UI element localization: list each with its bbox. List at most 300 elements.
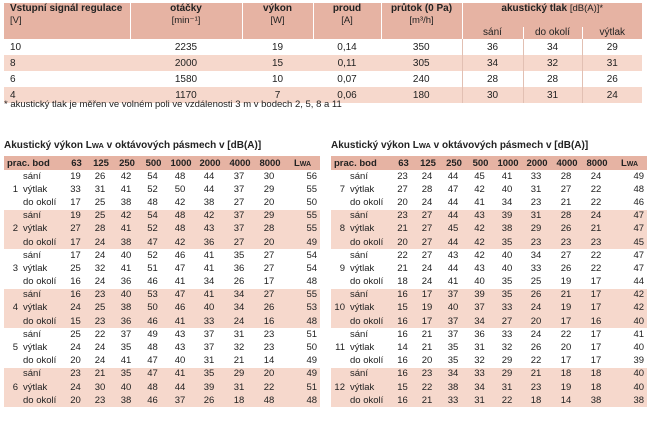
table-row <box>331 328 647 341</box>
value-cell: 17 <box>582 328 612 341</box>
value-cell: 16 <box>392 328 415 341</box>
value-cell: 24 <box>88 341 114 354</box>
position-label: do okolí <box>21 394 65 407</box>
value-cell: 22 <box>582 183 612 196</box>
value-cell: 26 <box>225 276 255 289</box>
value-cell: 34 <box>467 381 494 394</box>
value-cell: 33 <box>522 262 552 275</box>
value-cell: 52 <box>140 249 167 262</box>
table-row <box>331 302 647 315</box>
value-cell: 38 <box>114 302 140 315</box>
value-cell: 44 <box>441 262 467 275</box>
value-cell: 20 <box>392 196 415 209</box>
value-cell: 23 <box>392 170 415 183</box>
value-cell: 40 <box>114 289 140 302</box>
value-cell: 37 <box>225 183 255 196</box>
value-cell: 29 <box>494 368 522 381</box>
value-cell: 42 <box>467 236 494 249</box>
column-header-band: 4000 <box>225 156 255 170</box>
value-cell: 15 <box>65 315 88 328</box>
value-cell: 36 <box>225 262 255 275</box>
value-cell: 22 <box>255 381 285 394</box>
value-cell: 21 <box>392 223 415 236</box>
column-header-band: 250 <box>114 156 140 170</box>
column-header-band: 2000 <box>195 156 225 170</box>
table-cell: 10 <box>4 39 130 55</box>
measurement-note: * akustický tlak je měřen ve volném poli ve vzdálenosti 3 m v bodech 2, 5, 8 a 11 <box>4 99 342 110</box>
value-cell: 20 <box>255 196 285 209</box>
position-label: výtlak <box>21 341 65 354</box>
value-cell: 19 <box>552 381 582 394</box>
position-label: sání <box>348 368 392 381</box>
value-cell: 25 <box>65 262 88 275</box>
value-cell: 41 <box>167 315 195 328</box>
position-label: do okolí <box>21 196 65 209</box>
position-label: sání <box>21 249 65 262</box>
position-label: sání <box>348 328 392 341</box>
value-cell: 33 <box>522 170 552 183</box>
value-cell: 46 <box>167 302 195 315</box>
value-cell: 46 <box>140 394 167 407</box>
value-cell: 47 <box>140 368 167 381</box>
value-cell: 23 <box>522 236 552 249</box>
work-point <box>4 196 21 209</box>
value-cell: 16 <box>392 394 415 407</box>
value-cell: 45 <box>441 223 467 236</box>
value-cell: 21 <box>522 368 552 381</box>
work-point <box>4 394 21 407</box>
value-cell: 30 <box>88 381 114 394</box>
value-cell: 31 <box>225 328 255 341</box>
value-cell: 21 <box>552 289 582 302</box>
work-point <box>331 355 348 368</box>
value-cell: 15 <box>392 381 415 394</box>
value-cell: 26 <box>552 262 582 275</box>
position-label: výtlak <box>348 223 392 236</box>
value-cell: 24 <box>415 262 441 275</box>
value-cell: 17 <box>582 302 612 315</box>
value-cell: 35 <box>225 249 255 262</box>
work-point <box>331 368 348 381</box>
value-cell: 34 <box>494 196 522 209</box>
subheader-discharge: výtlak <box>582 27 642 39</box>
value-cell: 27 <box>415 223 441 236</box>
value-cell: 24 <box>415 276 441 289</box>
value-cell: 24 <box>88 276 114 289</box>
value-cell: 24 <box>88 249 114 262</box>
value-cell: 38 <box>195 196 225 209</box>
value-cell: 18 <box>582 368 612 381</box>
value-cell: 38 <box>114 236 140 249</box>
work-point: 9 <box>331 262 348 275</box>
column-header-band: 63 <box>65 156 88 170</box>
value-cell: 29 <box>225 368 255 381</box>
value-cell: 40 <box>467 276 494 289</box>
table-row <box>331 289 647 302</box>
table-cell: 28 <box>523 71 582 87</box>
value-cell: 31 <box>88 183 114 196</box>
position-label: do okolí <box>348 276 392 289</box>
value-cell: 24 <box>65 302 88 315</box>
value-cell: 27 <box>494 315 522 328</box>
value-cell: 47 <box>167 262 195 275</box>
work-point: 7 <box>331 183 348 196</box>
work-point <box>331 315 348 328</box>
value-cell: 37 <box>225 223 255 236</box>
value-cell: 40 <box>612 315 647 328</box>
position-label: výtlak <box>21 223 65 236</box>
value-cell: 55 <box>285 289 320 302</box>
work-point: 2 <box>4 223 21 236</box>
value-cell: 18 <box>392 276 415 289</box>
value-cell: 46 <box>167 249 195 262</box>
table-row <box>4 315 320 328</box>
value-cell: 35 <box>441 341 467 354</box>
position-label: sání <box>348 210 392 223</box>
table-row <box>4 368 320 381</box>
position-label: výtlak <box>348 183 392 196</box>
value-cell: 17 <box>582 289 612 302</box>
value-cell: 24 <box>582 210 612 223</box>
value-cell: 17 <box>255 276 285 289</box>
position-label: do okolí <box>21 276 65 289</box>
value-cell: 29 <box>494 355 522 368</box>
value-cell: 42 <box>167 196 195 209</box>
value-cell: 41 <box>195 249 225 262</box>
value-cell: 41 <box>167 276 195 289</box>
position-label: sání <box>21 210 65 223</box>
value-cell: 20 <box>65 355 88 368</box>
value-cell: 40 <box>494 183 522 196</box>
value-cell: 21 <box>582 223 612 236</box>
position-label: do okolí <box>21 236 65 249</box>
position-label: do okolí <box>348 355 392 368</box>
table-row <box>4 276 320 289</box>
value-cell: 42 <box>114 210 140 223</box>
value-cell: 34 <box>467 315 494 328</box>
table-cell: 1580 <box>130 71 242 87</box>
table-cell: 0,11 <box>313 55 381 71</box>
position-label: výtlak <box>348 341 392 354</box>
table-row <box>4 328 320 341</box>
value-cell: 20 <box>255 236 285 249</box>
table-row <box>331 381 647 394</box>
value-cell: 35 <box>494 236 522 249</box>
value-cell: 38 <box>582 394 612 407</box>
value-cell: 43 <box>167 341 195 354</box>
work-point <box>331 276 348 289</box>
table-cell: 36 <box>462 39 523 55</box>
value-cell: 31 <box>195 355 225 368</box>
value-cell: 19 <box>65 170 88 183</box>
table-cell: 26 <box>582 71 642 87</box>
value-cell: 39 <box>195 381 225 394</box>
value-cell: 38 <box>114 394 140 407</box>
value-cell: 36 <box>114 315 140 328</box>
position-label: do okolí <box>348 236 392 249</box>
column-header-band: 500 <box>467 156 494 170</box>
value-cell: 48 <box>140 196 167 209</box>
value-cell: 24 <box>88 236 114 249</box>
value-cell: 20 <box>392 236 415 249</box>
value-cell: 25 <box>88 302 114 315</box>
table-cell: 30 <box>462 87 523 103</box>
table-row <box>331 249 647 262</box>
value-cell: 47 <box>140 355 167 368</box>
value-cell: 22 <box>552 328 582 341</box>
value-cell: 41 <box>114 355 140 368</box>
table-cell: 34 <box>462 55 523 71</box>
position-label: do okolí <box>21 355 65 368</box>
value-cell: 42 <box>467 223 494 236</box>
value-cell: 17 <box>65 249 88 262</box>
header-flow: průtok (0 Pa) [m³/h] <box>381 3 462 27</box>
value-cell: 40 <box>167 355 195 368</box>
header-rpm: otáčky [min⁻¹] <box>130 3 242 27</box>
position-label: do okolí <box>348 196 392 209</box>
column-header-band: 1000 <box>494 156 522 170</box>
position-label: sání <box>348 289 392 302</box>
value-cell: 22 <box>582 249 612 262</box>
table-cell: 1170 <box>130 87 242 103</box>
value-cell: 24 <box>415 196 441 209</box>
value-cell: 40 <box>612 341 647 354</box>
table-row <box>331 276 647 289</box>
value-cell: 38 <box>612 394 647 407</box>
value-cell: 41 <box>114 262 140 275</box>
value-cell: 24 <box>582 170 612 183</box>
table-row <box>331 262 647 275</box>
work-point: 12 <box>331 381 348 394</box>
table-row <box>331 315 647 328</box>
value-cell: 24 <box>225 315 255 328</box>
value-cell: 37 <box>225 210 255 223</box>
position-label: výtlak <box>348 302 392 315</box>
table-row <box>331 368 647 381</box>
column-header-lwa <box>285 156 320 170</box>
value-cell: 50 <box>285 196 320 209</box>
value-cell: 48 <box>167 170 195 183</box>
value-cell: 38 <box>114 196 140 209</box>
value-cell: 53 <box>140 289 167 302</box>
lwa-label: L <box>620 157 627 169</box>
value-cell: 28 <box>255 223 285 236</box>
value-cell: 40 <box>494 262 522 275</box>
table-cell: 2235 <box>130 39 242 55</box>
value-cell: 41 <box>195 289 225 302</box>
value-cell: 17 <box>65 236 88 249</box>
value-cell: 54 <box>140 210 167 223</box>
value-cell: 41 <box>114 183 140 196</box>
value-cell: 17 <box>582 276 612 289</box>
value-cell: 33 <box>65 183 88 196</box>
value-cell: 27 <box>225 196 255 209</box>
value-cell: 41 <box>195 262 225 275</box>
table-row <box>4 381 320 394</box>
value-cell: 26 <box>195 394 225 407</box>
table-cell: 0,14 <box>313 39 381 55</box>
value-cell: 18 <box>582 381 612 394</box>
table-row <box>4 183 320 196</box>
work-point <box>331 196 348 209</box>
table-cell: 10 <box>242 71 313 87</box>
work-point: 3 <box>4 262 21 275</box>
value-cell: 43 <box>467 262 494 275</box>
value-cell: 44 <box>441 210 467 223</box>
position-label: sání <box>348 170 392 183</box>
value-cell: 42 <box>467 183 494 196</box>
value-cell: 42 <box>467 249 494 262</box>
table-cell: 180 <box>381 87 462 103</box>
column-header-band: 4000 <box>552 156 582 170</box>
value-cell: 27 <box>552 183 582 196</box>
value-cell: 51 <box>285 328 320 341</box>
table-cell: 0,07 <box>313 71 381 87</box>
value-cell: 25 <box>88 210 114 223</box>
value-cell: 44 <box>167 381 195 394</box>
value-cell: 48 <box>167 223 195 236</box>
table-row <box>4 39 642 55</box>
table-row <box>331 223 647 236</box>
work-point <box>4 170 21 183</box>
value-cell: 47 <box>612 210 647 223</box>
value-cell: 36 <box>195 236 225 249</box>
table-row <box>4 55 642 71</box>
value-cell: 25 <box>522 276 552 289</box>
value-cell: 22 <box>415 381 441 394</box>
work-point <box>4 249 21 262</box>
value-cell: 21 <box>225 355 255 368</box>
value-cell: 48 <box>285 394 320 407</box>
value-cell: 41 <box>612 328 647 341</box>
table-row <box>4 170 320 183</box>
value-cell: 51 <box>140 262 167 275</box>
value-cell: 16 <box>392 368 415 381</box>
value-cell: 17 <box>582 341 612 354</box>
value-cell: 34 <box>522 249 552 262</box>
table-row <box>4 341 320 354</box>
value-cell: 23 <box>88 315 114 328</box>
work-point <box>331 249 348 262</box>
value-cell: 50 <box>140 302 167 315</box>
table-row <box>331 394 647 407</box>
value-cell: 23 <box>255 328 285 341</box>
value-cell: 43 <box>441 249 467 262</box>
work-point <box>4 289 21 302</box>
table-cell: 31 <box>523 87 582 103</box>
value-cell: 34 <box>225 289 255 302</box>
position-label: do okolí <box>21 315 65 328</box>
column-header-lwa <box>612 156 647 170</box>
table-cell: 6 <box>4 71 130 87</box>
table-cell: 8 <box>4 55 130 71</box>
value-cell: 56 <box>285 170 320 183</box>
value-cell: 50 <box>285 341 320 354</box>
work-point <box>331 289 348 302</box>
position-label: výtlak <box>348 262 392 275</box>
position-label: výtlak <box>21 183 65 196</box>
value-cell: 17 <box>552 355 582 368</box>
value-cell: 17 <box>415 289 441 302</box>
table-row <box>4 196 320 209</box>
column-header-prac: prac. bod <box>4 156 65 170</box>
value-cell: 55 <box>285 210 320 223</box>
table-row <box>331 341 647 354</box>
value-cell: 23 <box>255 341 285 354</box>
value-cell: 24 <box>65 381 88 394</box>
value-cell: 42 <box>167 236 195 249</box>
value-cell: 14 <box>255 355 285 368</box>
work-point <box>331 170 348 183</box>
value-cell: 34 <box>195 276 225 289</box>
value-cell: 23 <box>415 368 441 381</box>
position-label: do okolí <box>348 394 392 407</box>
work-point: 10 <box>331 302 348 315</box>
value-cell: 28 <box>552 170 582 183</box>
value-cell: 27 <box>255 249 285 262</box>
value-cell: 37 <box>441 328 467 341</box>
value-cell: 28 <box>552 210 582 223</box>
table-row <box>331 196 647 209</box>
value-cell: 47 <box>140 236 167 249</box>
octave-table-left <box>4 156 320 407</box>
value-cell: 14 <box>552 394 582 407</box>
value-cell: 34 <box>225 302 255 315</box>
value-cell: 23 <box>552 236 582 249</box>
value-cell: 49 <box>285 368 320 381</box>
value-cell: 20 <box>522 315 552 328</box>
value-cell: 51 <box>285 381 320 394</box>
table-cell: 29 <box>582 39 642 55</box>
value-cell: 48 <box>285 315 320 328</box>
value-cell: 55 <box>285 223 320 236</box>
value-cell: 16 <box>392 355 415 368</box>
value-cell: 40 <box>114 249 140 262</box>
work-point <box>4 236 21 249</box>
value-cell: 32 <box>467 355 494 368</box>
column-header-band: 8000 <box>582 156 612 170</box>
value-cell: 49 <box>140 328 167 341</box>
value-cell: 49 <box>612 170 647 183</box>
work-point: 4 <box>4 302 21 315</box>
value-cell: 25 <box>88 196 114 209</box>
value-cell: 26 <box>522 289 552 302</box>
value-cell: 16 <box>392 315 415 328</box>
value-cell: 41 <box>467 196 494 209</box>
table-row <box>4 223 320 236</box>
value-cell: 47 <box>612 223 647 236</box>
value-cell: 22 <box>494 394 522 407</box>
value-cell: 25 <box>65 328 88 341</box>
column-header-band: 500 <box>140 156 167 170</box>
value-cell: 15 <box>392 302 415 315</box>
value-cell: 42 <box>114 170 140 183</box>
work-point <box>4 210 21 223</box>
value-cell: 26 <box>552 223 582 236</box>
value-cell: 35 <box>494 276 522 289</box>
value-cell: 40 <box>441 302 467 315</box>
column-header-band: 125 <box>415 156 441 170</box>
value-cell: 17 <box>552 315 582 328</box>
value-cell: 37 <box>195 341 225 354</box>
value-cell: 18 <box>225 394 255 407</box>
value-cell: 23 <box>65 368 88 381</box>
value-cell: 29 <box>255 183 285 196</box>
value-cell: 40 <box>114 381 140 394</box>
value-cell: 30 <box>255 170 285 183</box>
table-row <box>4 236 320 249</box>
value-cell: 24 <box>522 302 552 315</box>
